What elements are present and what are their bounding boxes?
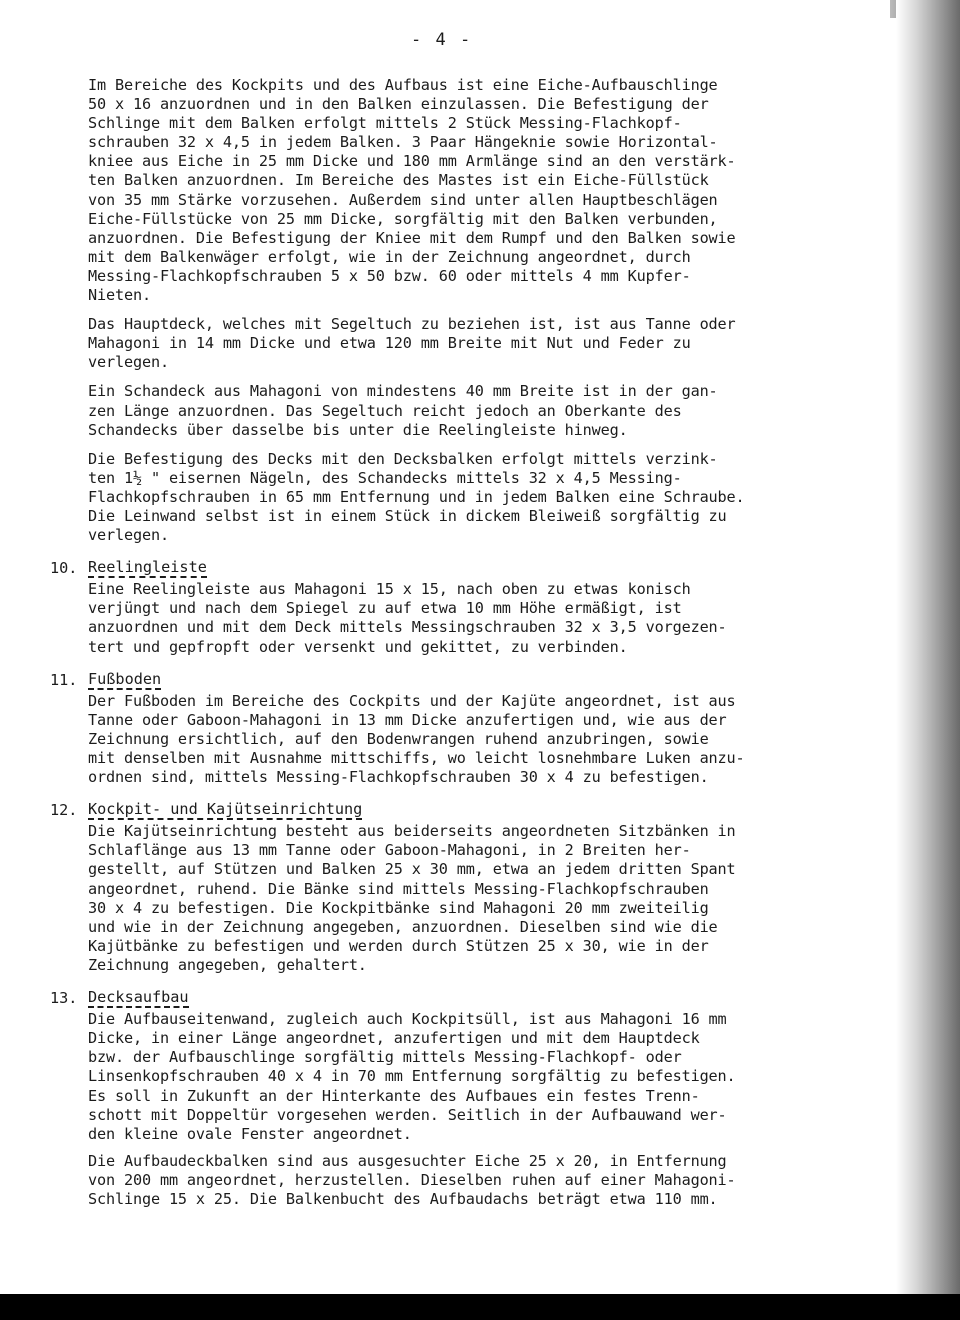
paragraph: Der Fußboden im Bereiche des Cockpits und der Kajüte angeordnet, ist aus Tanne oder Gaboon-Mahagoni in 13 mm Dicke anzufertigen und, wie aus der Zeichnung ersichtlich, auf den Bodenwrangen ruhend anzubringen, sowie mit denselben mit Ausnahme mittschiffs, wo leicht losnehmbare Luken anzu- ordnen sind, mittels Messing-Flachkopfschrauben 30 x 4 zu befestigen. [88,691,745,787]
section-heading [50,671,880,690]
paragraph: Die Befestigung des Decks mit den Decksbalken erfolgt mittels verzink- ten 1½ " eisernen Nägeln, des Schandecks mittels 32 x 4,5 Messing- Flachkopfschrauben in 65 mm Entfernung und in jedem Balken eine Schraube. Die Leinwand selbst ist in einem Stück in dickem Bleiweiß sorgfältig zu verlegen. [88,449,745,545]
paragraph: Das Hauptdeck, welches mit Segeltuch zu beziehen ist, ist aus Tanne oder Mahagoni in 14 mm Dicke und etwa 120 mm Breite mit Nut und Feder zu verlegen. [88,315,736,372]
section-title: Reelingleiste [88,559,207,578]
paragraph: Eine Reelingleiste aus Mahagoni 15 x 15, nach oben zu etwas konisch verjüngt und nach dem Spiegel zu auf etwa 10 mm Höhe ermäßigt, ist anzuordnen und mit dem Deck mittels Messingschrauben 32 x 3,5 vorgezen- tert und gepfropft oder versenkt und gekittet, zu verbinden. [88,580,727,656]
paragraph: Im Bereiche des Kockpits und des Aufbaus ist eine Eiche-Aufbauschlinge 50 x 16 anzuordnen und in den Balken einzulassen. Die Befestigung der Schlinge mit dem Balken erfolgt mittels 2 Stück Messing-Flachkopf- schrauben 32 x 4,5 in jedem Balken. 3 Paar Hängeknie sowie Horizontal- kniee aus Eiche in 25 mm Dicke und 180 mm Armlänge sind an den verstärk- ten Balken anzuordnen. Im Bereiche des Mastes ist ein Eiche-Füllstück von 35 mm Stärke vorzusehen. Außerdem sind unter allen Hauptbeschlägen Eiche-Füllstücke von 25 mm Dicke, sorgfältig mit den Balken verbunden, anzuordnen. Die Befestigung der Kniee mit dem Rumpf und den Balken sowie mit dem Balkenwäger erfolgt, wie in der Zeichnung angeordnet, durch Messing-Flachkopfschrauben 5 x 50 bzw. 60 oder mittels 4 mm Kupfer- Nieten. [88,76,736,305]
paragraph: Ein Schandeck aus Mahagoni von mindestens 40 mm Breite ist in der gan- zen Länge anzuordnen. Das Segeltuch reicht jedoch an Oberkante des Schandecks über dasselbe bis unter die Reelingleiste hinweg. [88,382,718,439]
section-number: 13. [50,989,78,1008]
scan-edge-shadow [896,0,960,1296]
section-heading [50,801,880,820]
paragraph: Die Kajütseinrichtung besteht aus beiderseits angeordneten Sitzbänken in Schlaflänge aus 13 mm Tanne oder Gaboon-Mahagoni, in 2 Breiten her- gestellt, auf Stützen und Balken 25 x 30 mm, etwa an jedem dritten Spant angeordnet, ruhend. Die Bänke sind mittels Messing-Flachkopfschrauben 30 x 4 zu befestigen. Die Kockpitbänke sind Mahagoni 20 mm zweiteilig und wie in der Zeichnung angegeben, anzuordnen. Dieselben sind wie die Kajütbänke zu befestigen und werden durch Stützen 25 x 30, wie in der Zeichnung angegeben, gehaltert. [88,822,736,974]
document-body [50,76,880,1217]
section-title: Decksaufbau [88,989,189,1008]
section-kockpit-kajuetseinrichtung [50,801,880,975]
section-title: Kockpit- und Kajütseinrichtung [88,801,362,820]
section-number: 11. [50,670,78,689]
section-reelingleiste [50,559,880,656]
section-decksaufbau [50,989,880,1209]
section-number: 12. [50,801,78,820]
section-heading [50,559,880,578]
scan-edge-bottom [0,1294,960,1320]
paragraph: Die Aufbauseitenwand, zugleich auch Kockpitsüll, ist aus Mahagoni 16 mm Dicke, in einer Länge angeordnet, anzufertigen und mit dem Hauptdeck bzw. der Aufbauschlinge sorgfältig mittels Messing-Flachkopf- oder Linsenkopfschrauben 40 x 4 in 70 mm Entfernung sorgfältig zu befestigen. Es soll in Zukunft an der Hinterkante des Aufbaues ein festes Trenn- schott mit Doppeltür vorgesehen werden. Seitlich in der Aufbauwand wer- den kleine ovale Fenster angeordnet. [88,1010,736,1143]
page-number: - 4 - [411,30,473,50]
section-fussboden [50,671,880,788]
paragraph: Die Aufbaudeckbalken sind aus ausgesuchter Eiche 25 x 20, in Entfernung von 200 mm angeordnet, herzustellen. Dieselben ruhen auf einer Mahagoni- Schlinge 15 x 25. Die Balkenbucht des Aufbaudachs beträgt etwa 110 mm. [88,1151,736,1208]
section-title: Fußboden [88,671,161,690]
section-heading [50,989,880,1008]
section-number: 10. [50,559,78,578]
